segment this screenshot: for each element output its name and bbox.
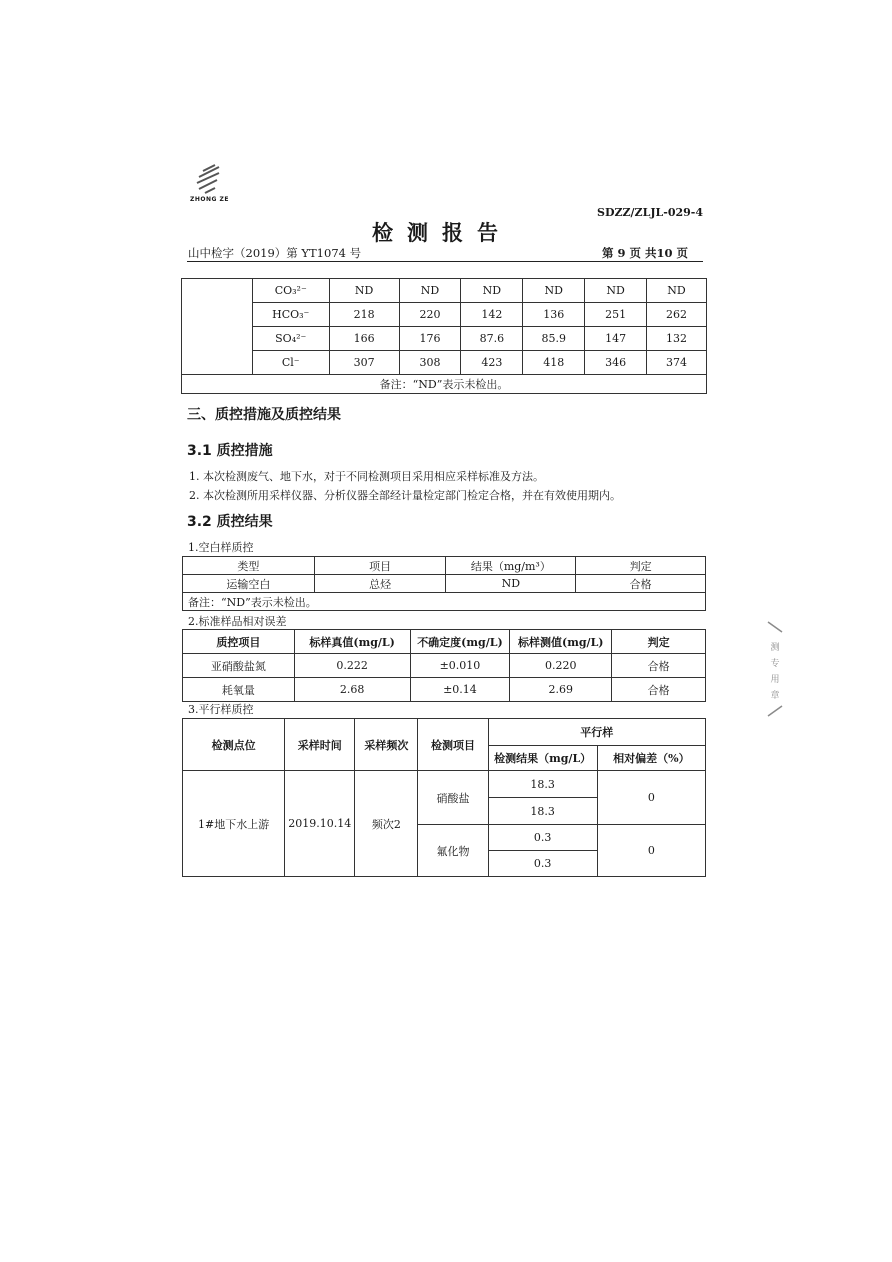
table-note-row: [182, 375, 707, 394]
table-cell: 2.69: [510, 678, 612, 702]
column-header: 平行样: [488, 719, 705, 746]
column-header: 类型: [183, 557, 315, 575]
table-cell: 0.220: [510, 654, 612, 678]
column-header: 相对偏差（%）: [597, 746, 705, 771]
column-header: 标样真值(mg/L): [294, 630, 410, 654]
table-cell: 亚硝酸盐氮: [183, 654, 295, 678]
column-header: 检测项目: [418, 719, 488, 771]
page-title: 检测报告: [372, 220, 512, 245]
column-header: 不确定度(mg/L): [410, 630, 510, 654]
table-cell: ND: [585, 279, 647, 303]
table-cell: 1#地下水上游: [183, 771, 285, 877]
table-row: [182, 351, 707, 375]
empty-cell: [182, 279, 253, 375]
table-header-row: [183, 630, 706, 654]
table-cell: ND: [647, 279, 707, 303]
ion-label: Cl⁻: [252, 351, 329, 375]
table-cell: 合格: [576, 575, 706, 593]
table-cell: 2019.10.14: [285, 771, 355, 877]
ion-label: HCO₃⁻: [252, 303, 329, 327]
table-row: [182, 327, 707, 351]
table-caption: 3.平行样质控: [188, 703, 254, 716]
column-header: 质控项目: [183, 630, 295, 654]
table-cell: ND: [446, 575, 576, 593]
table-cell: 0.222: [294, 654, 410, 678]
report-number: 山中检字（2019）第 YT1074 号: [188, 246, 362, 260]
seal-stamp-icon: [764, 620, 786, 718]
table-row: [183, 575, 706, 593]
table-cell: 132: [647, 327, 707, 351]
table-caption: 1.空白样质控: [188, 541, 254, 554]
table-cell: 374: [647, 351, 707, 375]
column-header: 判定: [576, 557, 706, 575]
table-cell: 346: [585, 351, 647, 375]
table-cell: ND: [329, 279, 399, 303]
table-cell: 运输空白: [183, 575, 315, 593]
table-cell: 87.6: [461, 327, 523, 351]
column-header: 标样测值(mg/L): [510, 630, 612, 654]
logo-text: ZHONG ZE: [190, 196, 229, 203]
table-cell: 251: [585, 303, 647, 327]
table-cell: 142: [461, 303, 523, 327]
subsection-heading: 3.1 质控措施: [187, 443, 273, 459]
svg-text:测: 测: [770, 643, 780, 653]
table-cell: 2.68: [294, 678, 410, 702]
table-cell: 总烃: [314, 575, 446, 593]
column-header: 结果（mg/m³）: [446, 557, 576, 575]
table-cell: 262: [647, 303, 707, 327]
svg-text:章: 章: [770, 691, 780, 701]
table-cell: 423: [461, 351, 523, 375]
table-cell: ND: [461, 279, 523, 303]
table-cell: ±0.14: [410, 678, 510, 702]
table-row: [182, 303, 707, 327]
table-cell: 176: [399, 327, 461, 351]
table-header-row: [183, 719, 706, 746]
table-note: 备注：“ND”表示未检出。: [183, 593, 706, 611]
table-row: [183, 678, 706, 702]
table-row: [183, 654, 706, 678]
column-header: 检测结果（mg/L）: [488, 746, 597, 771]
table-cell: 18.3: [488, 771, 597, 798]
table-cell: 频次2: [355, 771, 418, 877]
table-cell: 18.3: [488, 798, 597, 825]
svg-text:用: 用: [770, 675, 780, 685]
table-cell: 耗氧量: [183, 678, 295, 702]
table-cell: ±0.010: [410, 654, 510, 678]
table-cell: ND: [399, 279, 461, 303]
column-header: 项目: [314, 557, 446, 575]
table-cell: 0: [597, 825, 705, 877]
table-cell: ND: [523, 279, 585, 303]
table-header-row: [183, 557, 706, 575]
table-cell: 166: [329, 327, 399, 351]
table-cell: 硝酸盐: [418, 771, 488, 825]
ion-results-table: [181, 278, 707, 394]
table-cell: 307: [329, 351, 399, 375]
table-cell: 0.3: [488, 825, 597, 851]
table-caption: 2.标准样品相对误差: [188, 615, 287, 628]
column-header: 采样频次: [355, 719, 418, 771]
header-divider: [187, 261, 703, 262]
table-cell: 合格: [612, 678, 706, 702]
blank-qc-table: [182, 556, 706, 611]
standard-qc-table: [182, 629, 706, 702]
table-cell: 85.9: [523, 327, 585, 351]
subsection-heading: 3.2 质控结果: [187, 514, 273, 530]
table-cell: 136: [523, 303, 585, 327]
column-header: 采样时间: [285, 719, 355, 771]
table-note: 备注：“ND”表示未检出。: [182, 375, 707, 394]
parallel-qc-table: [182, 718, 706, 877]
section-heading: 三、质控措施及质控结果: [187, 407, 341, 423]
measure-item: 1. 本次检测废气、地下水，对于不同检测项目采用相应采样标准及方法。: [189, 470, 544, 483]
table-cell: 418: [523, 351, 585, 375]
measure-item: 2. 本次检测所用采样仪器、分析仪器全部经计量检定部门检定合格，并在有效使用期内。: [189, 489, 621, 502]
table-cell: 308: [399, 351, 461, 375]
ion-label: CO₃²⁻: [252, 279, 329, 303]
table-note-row: [183, 593, 706, 611]
table-row: [183, 771, 706, 798]
table-cell: 氟化物: [418, 825, 488, 877]
table-cell: 合格: [612, 654, 706, 678]
ion-label: SO₄²⁻: [252, 327, 329, 351]
column-header: 判定: [612, 630, 706, 654]
table-cell: 218: [329, 303, 399, 327]
column-header: 检测点位: [183, 719, 285, 771]
table-row: [182, 279, 707, 303]
table-cell: 0: [597, 771, 705, 825]
svg-text:专: 专: [770, 659, 780, 669]
table-cell: 220: [399, 303, 461, 327]
document-code: SDZZ/ZLJL-029-4: [597, 206, 704, 219]
table-cell: 147: [585, 327, 647, 351]
page-number: 第 9 页 共10 页: [602, 246, 689, 260]
table-cell: 0.3: [488, 851, 597, 877]
